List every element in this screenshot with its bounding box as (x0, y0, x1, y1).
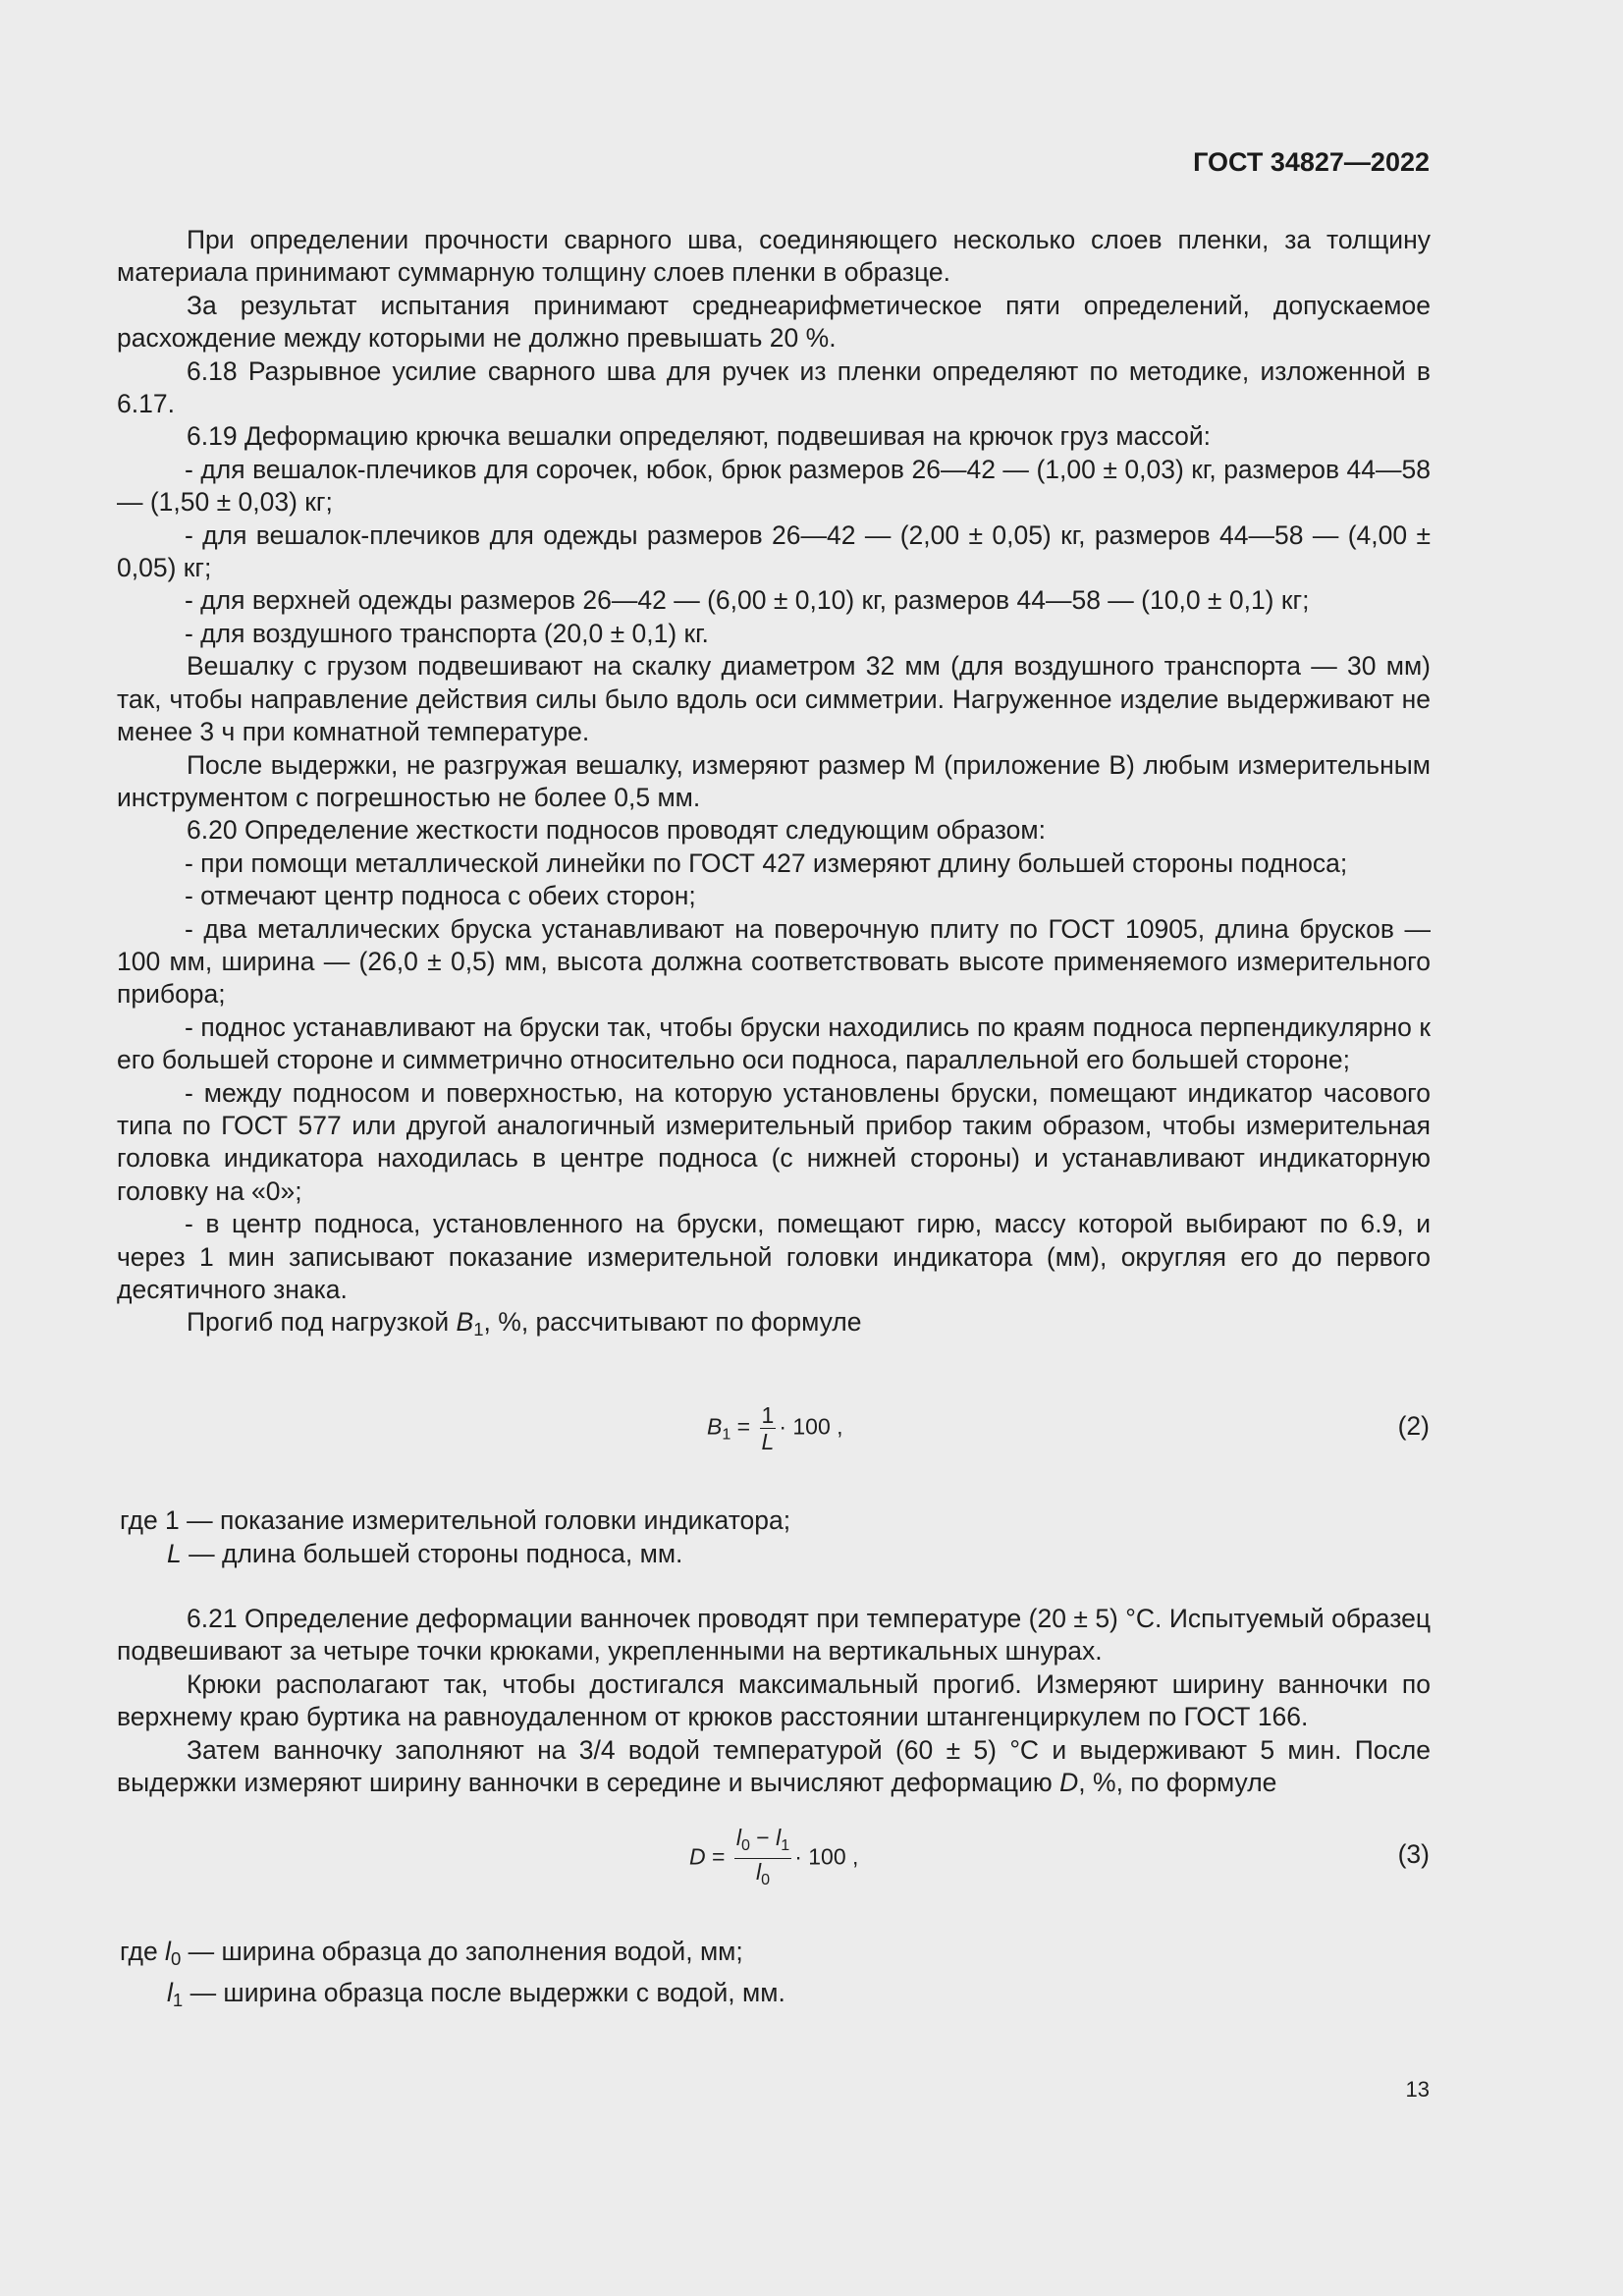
fraction: $\frac{l_0 - l_1}{l_0}$ (735, 1825, 790, 1888)
list-item: - между подносом и поверхностью, на которую установлены бруски, помещают индикатор часового типа по ГОСТ 577 или другой аналогичный измерительный прибор таким образом, чтобы измерительная головка индикатора находилась в центре подноса (с нижней стороны) и устанавливают индикаторную головку на «0»; (117, 1077, 1431, 1206)
formula-3-intro: Затем ванночку заполняют на 3/4 водой температурой (60 ± 5) °С и выдерживают 5 мин. После выдержки измеряют ширину ванночки в середине и вычисляют деформацию D, %, по формуле (117, 1734, 1431, 1798)
paragraph: После выдержки, не разгружая вешалку, измеряют размер М (приложение В) любым измерительным инструментом с погрешностью не более 0,5 мм. (117, 749, 1431, 812)
list-item: - для верхней одежды размеров 26—42 — (6,00 ± 0,10) кг, размеров 44—58 — (10,0 ± 0,1) кг; (185, 585, 1310, 616)
list-item: - в центр подноса, установленного на бруски, помещают гирю, массу которой выбирают по 6.9, и через 1 мин записывают показание измерительной головки индикатора (мм), округляя его до первого десятичного знака. (117, 1209, 1431, 1304)
equation-number-2: (2) (1397, 1411, 1430, 1441)
legend-row: где $l_0$ — ширина образца до заполнения водой, мм; (120, 1937, 743, 1969)
equation-number-3: (3) (1397, 1839, 1430, 1869)
section-6-21-text (117, 1603, 1431, 1799)
paragraph: 6.20 Определение жесткости подносов проводят следующим образом: (187, 815, 1046, 846)
page-number: 13 (1405, 2077, 1430, 2102)
formula-3: D = $\frac{l_0 - l_1}{l_0}$ · 100 , (689, 1825, 858, 1892)
legend-row: L — длина большей стороны подноса, мм. (167, 1539, 683, 1568)
formula-2-intro: Прогиб под нагрузкой $B_1$, %, рассчитывают по формуле (187, 1307, 862, 1340)
list-item: - для вешалок-плечиков для одежды размеров 26—42 — (2,00 ± 0,05) кг, размеров 44—58 — (4,00 ± 0,05) кг; (117, 519, 1431, 583)
paragraph: При определении прочности сварного шва, соединяющего несколько слоев пленки, за толщину материала принимают суммарную толщину слоев пленки в образце. (117, 225, 1431, 288)
paragraph: За результат испытания принимают среднеарифметическое пяти определений, допускаемое расхождение между которыми не должно превышать 20 %. (117, 290, 1431, 354)
list-item: - поднос устанавливают на бруски так, чтобы бруски находились по краям подноса перпендикулярно к его большей стороне и симметрично относительно оси подноса, параллельной его большей стороне; (117, 1011, 1431, 1075)
paragraph: Крюки располагают так, чтобы достигался максимальный прогиб. Измеряют ширину ванночки по верхнему краю буртика на равноудаленном от крюков расстоянии штангенциркулем по ГОСТ 166. (117, 1668, 1431, 1732)
legend-row: где 1 — показание измерительной головки индикатора; (120, 1505, 791, 1535)
list-item: - для воздушного транспорта (20,0 ± 0,1) кг. (185, 618, 709, 648)
paragraph: Вешалку с грузом подвешивают на скалку диаметром 32 мм (для воздушного транспорта — 30 мм) так, чтобы направление действия силы было вдоль оси симметрии. Нагруженное изделие выдерживают не менее 3 ч при комнатной температуре. (117, 651, 1431, 747)
formula-3-legend (120, 1935, 785, 2017)
list-item: - для вешалок-плечиков для сорочек, юбок, брюк размеров 26—42 — (1,00 ± 0,03) кг, размеров 44—58 — (1,50 ± 0,03) кг; (117, 454, 1431, 518)
list-item: - два металлических бруска устанавливают на поверочную плиту по ГОСТ 10905, длина брусков — 100 мм, ширина — (26,0 ± 0,5) мм, высота должна соответствовать высоте применяемого измерительного прибора; (117, 913, 1431, 1010)
main-text-block (117, 224, 1431, 1346)
formula-2: $B_1$ = $\frac{1}{L}$ · 100 , (707, 1402, 843, 1454)
paragraph: 6.18 Разрывное усилие сварного шва для ручек из пленки определяют по методике, изложенной в 6.17. (117, 355, 1431, 419)
formula-2-legend (120, 1503, 790, 1570)
fraction: $\frac{1}{L}$ (761, 1402, 775, 1454)
list-item: - отмечают центр подноса с обеих сторон; (185, 881, 696, 911)
paragraph: 6.19 Деформацию крючка вешалки определяют, подвешивая на крючок груз массой: (187, 421, 1212, 452)
legend-row: $l_1$ — ширина образца после выдержки с водой, мм. (167, 1978, 785, 2010)
document-id-header: ГОСТ 34827—2022 (1193, 147, 1430, 177)
list-item: - при помощи металлической линейки по ГОСТ 427 измеряют длину большей стороны подноса; (185, 847, 1348, 878)
paragraph: 6.21 Определение деформации ванночек проводят при температуре (20 ± 5) °С. Испытуемый образец подвешивают за четыре точки крюками, укрепленными на вертикальных шнурах. (117, 1604, 1431, 1667)
